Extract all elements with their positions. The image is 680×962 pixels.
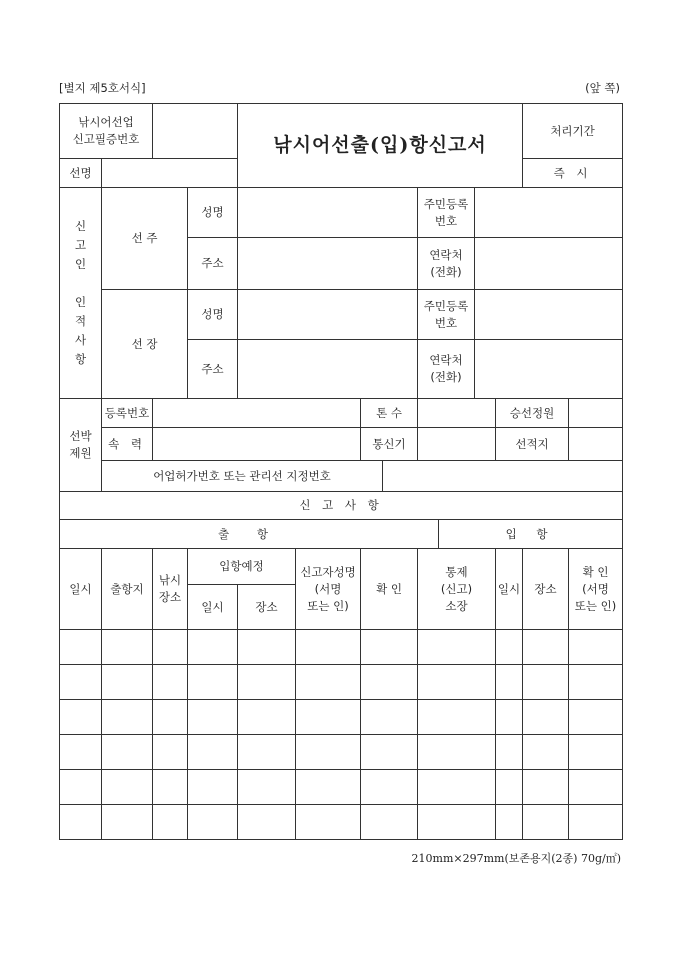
table-cell[interactable] [60, 630, 102, 665]
table-cell[interactable] [188, 735, 238, 770]
table-cell[interactable] [238, 630, 296, 665]
owner-label: 선 주 [102, 188, 188, 290]
table-cell[interactable] [496, 735, 523, 770]
table-cell[interactable] [153, 700, 188, 735]
permit-field[interactable] [383, 461, 623, 492]
table-cell[interactable] [361, 630, 418, 665]
capacity-label: 승선정원 [496, 399, 569, 428]
table-cell[interactable] [361, 770, 418, 805]
table-cell[interactable] [523, 805, 569, 840]
table-cell[interactable] [418, 700, 496, 735]
ship-name-field[interactable] [102, 159, 238, 188]
table-cell[interactable] [418, 665, 496, 700]
captain-address-label: 주소 [188, 340, 238, 399]
speed-field[interactable] [153, 428, 361, 461]
cert-number-field[interactable] [153, 104, 238, 159]
form-title: 낚시어선출(입)항신고서 [238, 104, 523, 188]
form-number: [별지 제5호서식] [59, 81, 146, 95]
table-cell[interactable] [102, 630, 153, 665]
port-field[interactable] [569, 428, 623, 461]
table-cell[interactable] [496, 665, 523, 700]
table-cell[interactable] [188, 805, 238, 840]
report-form-table [59, 103, 623, 840]
processing-period-label: 처리기간 [523, 104, 623, 159]
table-cell[interactable] [188, 630, 238, 665]
table-cell[interactable] [418, 805, 496, 840]
table-cell[interactable] [153, 665, 188, 700]
table-cell[interactable] [153, 735, 188, 770]
col-reporter-name: 신고자성명 (서명 또는 인) [296, 549, 361, 630]
table-cell[interactable] [153, 805, 188, 840]
captain-contact-field[interactable] [475, 340, 623, 399]
table-cell[interactable] [418, 630, 496, 665]
tonnage-label: 톤 수 [361, 399, 418, 428]
departure-header: 출 항 [60, 520, 439, 549]
processing-period-value: 즉 시 [523, 159, 623, 188]
reporter-section-label: 신 고 인 인 적 사 항 [60, 188, 102, 399]
table-cell[interactable] [296, 770, 361, 805]
table-cell[interactable] [418, 735, 496, 770]
permit-label: 어업허가번호 또는 관리선 지정번호 [102, 461, 383, 492]
table-cell[interactable] [102, 770, 153, 805]
table-row [60, 735, 623, 770]
table-cell[interactable] [296, 630, 361, 665]
table-cell[interactable] [60, 805, 102, 840]
table-cell[interactable] [569, 700, 623, 735]
col-arrival-place: 장소 [523, 549, 569, 630]
table-cell[interactable] [102, 665, 153, 700]
table-cell[interactable] [102, 700, 153, 735]
table-cell[interactable] [296, 665, 361, 700]
table-cell[interactable] [496, 770, 523, 805]
report-section-label: 신 고 사 항 [60, 492, 623, 520]
table-cell[interactable] [238, 700, 296, 735]
table-cell[interactable] [153, 770, 188, 805]
comm-label: 통신기 [361, 428, 418, 461]
table-cell[interactable] [153, 630, 188, 665]
table-cell[interactable] [569, 770, 623, 805]
speed-label: 속 력 [102, 428, 153, 461]
table-cell[interactable] [569, 630, 623, 665]
reg-no-label: 등록번호 [102, 399, 153, 428]
table-cell[interactable] [361, 665, 418, 700]
table-cell[interactable] [188, 665, 238, 700]
paper-spec: 210mm×297mm(보존용지(2종) 70g/㎡) [411, 852, 621, 865]
col-arrival-confirm: 확 인 (서명 또는 인) [569, 549, 623, 630]
table-cell[interactable] [523, 770, 569, 805]
table-row [60, 770, 623, 805]
table-cell[interactable] [60, 735, 102, 770]
table-cell[interactable] [496, 700, 523, 735]
table-cell[interactable] [188, 700, 238, 735]
table-cell[interactable] [238, 770, 296, 805]
col-departure-place: 출항지 [102, 549, 153, 630]
captain-contact-label: 연락처 (전화) [418, 340, 475, 399]
reg-no-field[interactable] [153, 399, 361, 428]
table-cell[interactable] [238, 805, 296, 840]
comm-field[interactable] [418, 428, 496, 461]
table-cell[interactable] [361, 805, 418, 840]
table-cell[interactable] [296, 805, 361, 840]
table-cell[interactable] [238, 735, 296, 770]
table-cell[interactable] [238, 665, 296, 700]
capacity-field[interactable] [569, 399, 623, 428]
table-cell[interactable] [496, 805, 523, 840]
captain-name-label: 성명 [188, 290, 238, 340]
owner-address-label: 주소 [188, 238, 238, 290]
owner-contact-field[interactable] [475, 238, 623, 290]
table-cell[interactable] [102, 805, 153, 840]
col-datetime: 일시 [60, 549, 102, 630]
owner-name-label: 성명 [188, 188, 238, 238]
col-confirm: 확 인 [361, 549, 418, 630]
table-cell[interactable] [523, 735, 569, 770]
col-planned-datetime: 일시 [188, 585, 238, 630]
table-cell[interactable] [60, 770, 102, 805]
captain-name-field[interactable] [238, 290, 418, 340]
table-cell[interactable] [569, 665, 623, 700]
captain-label: 선 장 [102, 290, 188, 399]
table-cell[interactable] [496, 630, 523, 665]
captain-rrn-field[interactable] [475, 290, 623, 340]
table-cell[interactable] [569, 735, 623, 770]
table-cell[interactable] [523, 665, 569, 700]
table-cell[interactable] [296, 735, 361, 770]
table-row [60, 700, 623, 735]
table-cell[interactable] [60, 665, 102, 700]
table-cell[interactable] [523, 630, 569, 665]
owner-contact-label: 연락처 (전화) [418, 238, 475, 290]
vessel-section-label: 선박 제원 [60, 399, 102, 492]
ship-name-label: 선명 [60, 159, 102, 188]
owner-address-field[interactable] [238, 238, 418, 290]
col-planned-place: 장소 [238, 585, 296, 630]
owner-rrn-field[interactable] [475, 188, 623, 238]
col-fishing-place: 낚시 장소 [153, 549, 188, 630]
page-side-label: (앞 쪽) [585, 81, 620, 95]
table-cell[interactable] [523, 700, 569, 735]
table-cell[interactable] [361, 700, 418, 735]
table-cell[interactable] [361, 735, 418, 770]
table-cell[interactable] [188, 770, 238, 805]
table-cell[interactable] [296, 700, 361, 735]
table-row [60, 665, 623, 700]
table-row [60, 630, 623, 665]
table-row [60, 805, 623, 840]
captain-rrn-label: 주민등록 번호 [418, 290, 475, 340]
cert-number-label: 낚시어선업 신고필증번호 [60, 104, 153, 159]
owner-name-field[interactable] [238, 188, 418, 238]
col-arrival-datetime: 일시 [496, 549, 523, 630]
table-cell[interactable] [418, 770, 496, 805]
arrival-header: 입 항 [439, 520, 623, 549]
tonnage-field[interactable] [418, 399, 496, 428]
table-cell[interactable] [569, 805, 623, 840]
captain-address-field[interactable] [238, 340, 418, 399]
col-control-office: 통제 (신고) 소장 [418, 549, 496, 630]
table-cell[interactable] [102, 735, 153, 770]
owner-rrn-label: 주민등록 번호 [418, 188, 475, 238]
col-planned-arrival: 입항예정 [188, 549, 296, 585]
table-cell[interactable] [60, 700, 102, 735]
port-label: 선적지 [496, 428, 569, 461]
